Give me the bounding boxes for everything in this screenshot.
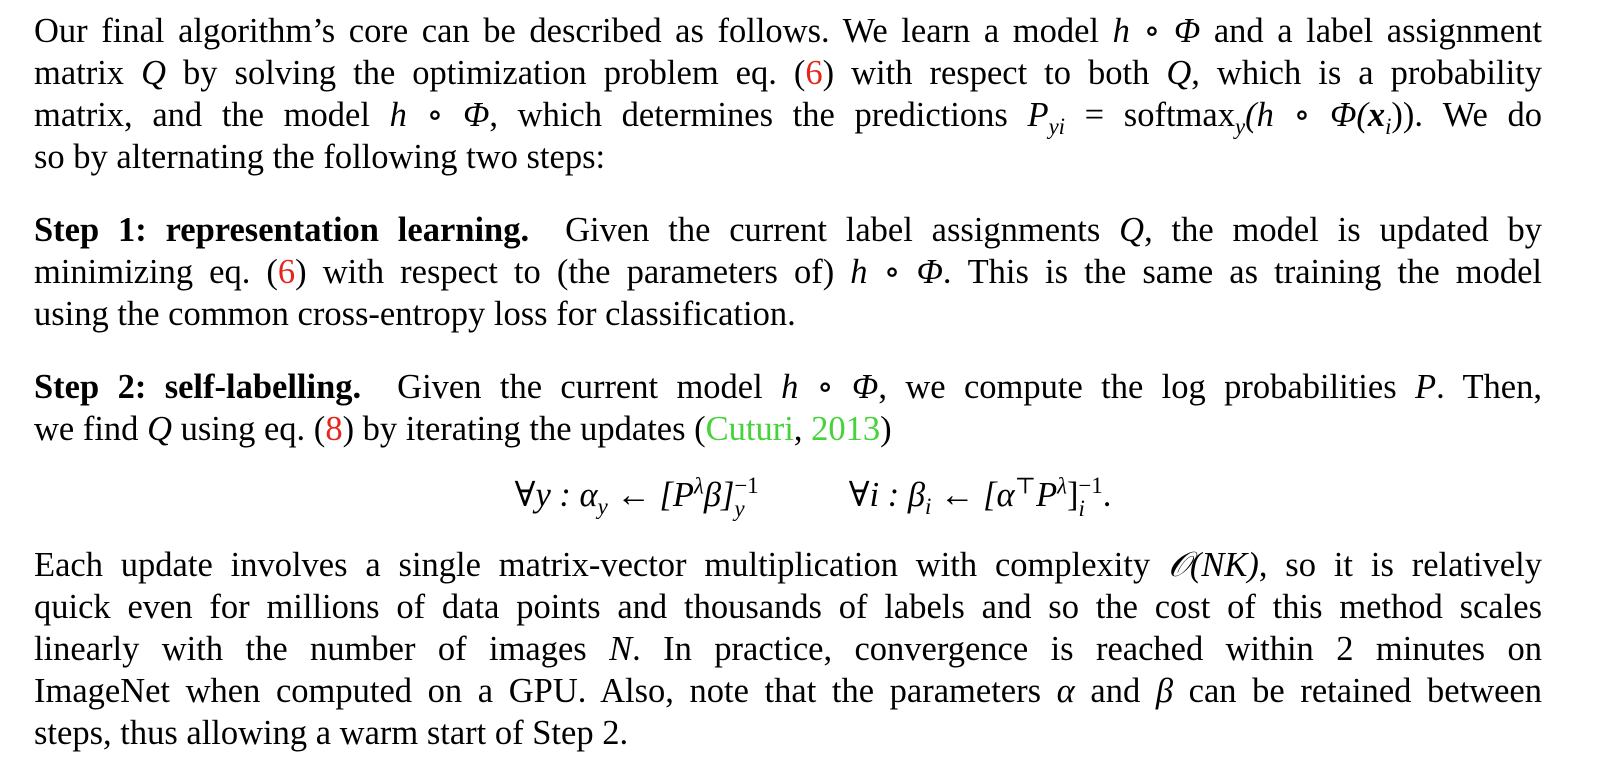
equation-left-part: ← [P [607,476,694,514]
citation-year-link[interactable]: 2013 [811,410,881,448]
text: ) by iterating the updates ( [342,410,706,448]
text: , which determines the predictions [489,96,1028,134]
text: using the common cross-entropy loss for classification. [34,295,796,333]
math-x-vector: x [1367,96,1386,134]
text: quick even for millions of data points and thousands of labels and so the cost of this method scales [34,588,1542,626]
text: Each update involves a single matrix-vector multiplication with complexity [34,546,1169,584]
step-1-line-2 [34,251,1542,293]
equation-right-part: P [1036,476,1058,514]
text: , we compute the log probabilities [878,368,1416,406]
text: , the model is updated by [1144,211,1543,249]
equation-right-part: ← [α [931,476,1015,514]
display-equation [0,470,1606,520]
text: so by alternating the following two steps: [34,138,606,176]
equation-left-part: ∀y : α [514,476,598,514]
math-argument: (NK) [1189,546,1259,584]
step-1-line-1 [34,209,1542,251]
math-superscript: λ [693,473,704,499]
text: Given the current model [397,368,782,406]
paragraph-2-line-5 [34,712,1542,754]
equation-right-part: ] [1067,476,1079,514]
citation-author-link[interactable]: Cuturi [705,410,794,448]
text: Our final algorithm’s core can be described as follows. We learn a model [34,12,1113,50]
text: and [1074,672,1156,710]
math-subscript: y [734,496,745,522]
math-softmax: = softmax [1065,96,1235,134]
math-superscript: ⊤ [1014,473,1037,499]
math-P: P [1415,368,1437,406]
math-superscript: −1 [1078,473,1103,499]
math-Q: Q [141,54,166,92]
math-subscript: i [925,493,932,519]
text: Given the current label assignments [565,211,1120,249]
text: , which is a probability [1191,54,1543,92]
math-P: P [1027,96,1049,134]
equation-left-part: β] [703,476,735,514]
math-Q: Q [1166,54,1192,92]
equation-ref-link[interactable]: 6 [277,253,296,291]
paragraph-1-line-4 [34,136,1542,178]
text: minimizing eq. ( [34,253,278,291]
paragraph-2-line-2 [34,586,1542,628]
math-argument: )) [1391,96,1415,134]
equation-ref-link[interactable]: 8 [325,410,343,448]
math-Q: Q [147,410,172,448]
math-subscript: i [1385,113,1392,139]
text: ) [880,410,892,448]
math-h-circ-phi: h ∘ Φ [850,253,943,291]
math-argument: (h ∘ Φ( [1245,96,1368,134]
math-alpha: α [1056,672,1075,710]
math-beta: β [1155,672,1174,710]
math-h-circ-phi: h ∘ Φ [389,96,490,134]
text: can be retained between [1173,672,1542,710]
math-superscript: −1 [734,473,759,499]
text: ) with respect to (the parameters of) [295,253,851,291]
paragraph-1-line-2 [34,52,1542,94]
math-superscript: λ [1057,473,1068,499]
text: linearly with the number of images [34,630,610,668]
text: , so it is relatively [1258,546,1542,584]
text: matrix, and the model [34,96,390,134]
text: using eq. ( [171,410,326,448]
math-Q: Q [1119,211,1145,249]
math-big-o: 𝒪 [1168,546,1190,584]
math-subscript: i [1078,496,1085,522]
text: we find [34,410,148,448]
equation-ref-link[interactable]: 6 [805,54,823,92]
text: . This is the same as training the model [942,253,1542,291]
paragraph-1-line-3 [34,94,1542,139]
step-1-line-3 [34,293,1542,335]
math-subscript: y [597,493,608,519]
math-h-circ-phi: h ∘ Φ [781,368,879,406]
step-2-heading: Step 2: self-labelling. [34,368,362,406]
step-2-line-2 [34,408,1542,450]
paragraph-2-line-3 [34,628,1542,670]
text: ImageNet when computed on a GPU. Also, note that the parameters [34,672,1057,710]
text: ) with respect to both [822,54,1167,92]
equation-period: . [1102,476,1112,514]
step-2-line-1 [34,366,1542,408]
text: . In practice, convergence is reached within 2 minutes on [632,630,1543,668]
paragraph-2-line-1 [34,544,1542,586]
text: . Then, [1436,368,1542,406]
text: and a label assignment [1200,12,1542,50]
math-N: N [609,630,633,668]
text: matrix [34,54,142,92]
paragraph-1-line-1 [34,10,1542,52]
paragraph-2-line-4 [34,670,1542,712]
step-1-heading: Step 1: representation learning. [34,211,530,249]
math-h-circ-phi: h ∘ Φ [1112,12,1201,50]
text: steps, thus allowing a warm start of Step 2. [34,714,629,752]
equation-right-part: ∀i : β [848,476,926,514]
text: by solving the optimization problem eq. ( [166,54,806,92]
text: . We do [1414,96,1542,134]
math-subscript: yi [1048,113,1065,139]
text: , [793,410,812,448]
math-subscript: y [1234,113,1246,139]
